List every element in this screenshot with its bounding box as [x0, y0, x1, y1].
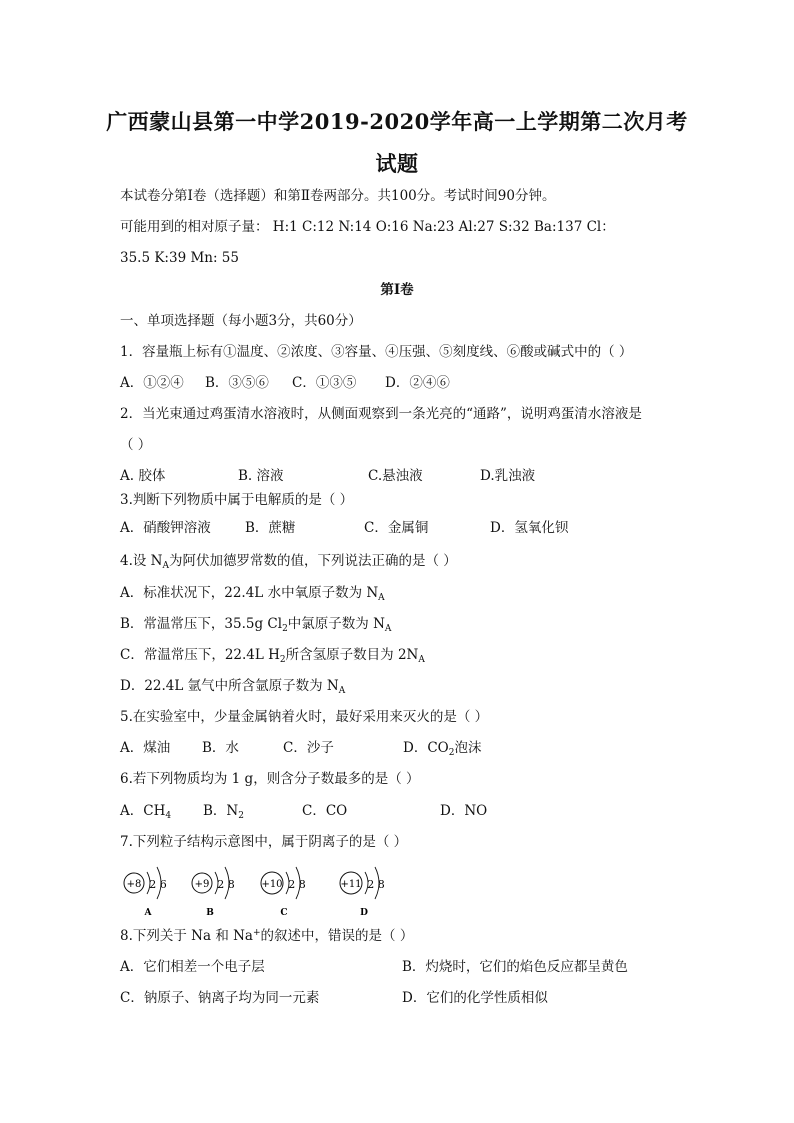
- label-b: B: [206, 908, 214, 918]
- intro-line2: 可能用到的相对原子量： H:1 C:12 N:14 O:16 Na:23 Al:27 S:32 Ba:137 Cl：: [120, 219, 615, 235]
- q3-stem: 3.判断下列物质中属于电解质的是（ ）: [120, 492, 354, 508]
- q2-option-b: B. 溶液: [238, 468, 284, 484]
- q2-option-c: C.悬浊液: [368, 468, 423, 484]
- q8-option-c: C．钠原子、钠离子均为同一元素: [120, 990, 320, 1006]
- q1-option-b: B．③⑤⑥: [205, 375, 269, 391]
- q3-option-a: A．硝酸钾溶液: [120, 520, 211, 536]
- q6-option-a: A．$CH_4$: [120, 803, 172, 821]
- q2-stem: 2．当光束通过鸡蛋清水溶液时，从侧面观察到一条光亮的“通路”，说明鸡蛋清水溶液是: [120, 406, 642, 422]
- q4-option-b: B．常温常压下，35.5g $Cl_2$中氯原子数为 $N_A$: [120, 616, 392, 634]
- label-a: A: [144, 908, 152, 918]
- q6-option-c: C．CO: [302, 803, 348, 819]
- q8-option-d: D．它们的化学性质相似: [402, 990, 548, 1006]
- q4-option-c: C．常温常压下，22.4L $H_2$所含氢原子数目为 $2N_A$: [120, 647, 425, 665]
- label-c: C: [280, 908, 288, 918]
- q4-option-d: D．22.4L 氩气中所含氩原子数为 $N_A$: [120, 678, 346, 696]
- q6-option-b: B．$N_2$: [203, 803, 244, 821]
- q5-option-a: A．煤油: [120, 740, 171, 756]
- q2-option-a: A. 胶体: [120, 468, 166, 484]
- q6-stem: 6.若下列物质均为 1 g，则含分子数最多的是（ ）: [120, 771, 420, 787]
- section-title: 第Ⅰ卷: [380, 282, 414, 298]
- nucleus-a: +8: [126, 879, 142, 890]
- q1-stem: 1．容量瓶上标有①温度、②浓度、③容量、④压强、⑤刻度线、⑥酸或碱式中的（ ）: [120, 344, 633, 360]
- atom-diagram-c: [259, 863, 339, 923]
- atom-diagram-d: [338, 863, 418, 923]
- q8-option-b: B．灼烧时，它们的焰色反应都呈黄色: [402, 959, 628, 975]
- q1-option-a: A．①②④: [120, 375, 184, 391]
- shells-c: 2 8: [288, 878, 306, 891]
- shells-b: 2 8: [217, 878, 235, 891]
- q3-option-d: D．氢氧化钡: [490, 520, 569, 536]
- atom-diagram-a: [120, 863, 200, 923]
- q8-stem: 8.下列关于 Na 和 Na+的叙述中，错误的是（ ）: [120, 928, 414, 944]
- q6-option-d: D．NO: [440, 803, 488, 819]
- nucleus-d: +11: [340, 879, 362, 890]
- q3-option-c: C．金属铜: [364, 520, 429, 536]
- q4-stem: 4.设 $N_A$为阿伏加德罗常数的值，下列说法正确的是（ ）: [120, 553, 457, 571]
- q8-option-a: A．它们相差一个电子层: [120, 959, 265, 975]
- exam-title-line2: 试题: [375, 151, 419, 176]
- shells-d: 2 8: [367, 878, 385, 891]
- q5-option-d: D．$CO_2$泡沫: [403, 740, 482, 758]
- q5-stem: 5.在实验室中，少量金属钠着火时，最好采用来灭火的是（ ）: [120, 709, 489, 725]
- q1-option-c: C．①③⑤: [292, 375, 357, 391]
- q2-option-d: D.乳浊液: [480, 468, 536, 484]
- q2-stem-paren: （ ）: [120, 437, 152, 453]
- nucleus-c: +10: [261, 879, 283, 890]
- intro-line3: 35.5 K:39 Mn: 55: [120, 250, 239, 266]
- q5-option-c: C．沙子: [283, 740, 334, 756]
- intro-line1: 本试卷分第Ⅰ卷（选择题）和第Ⅱ卷两部分。共100分。考试时间90分钟。: [120, 188, 556, 204]
- shells-a: 2 6: [149, 878, 167, 891]
- q7-stem: 7.下列粒子结构示意图中，属于阴离子的是（ ）: [120, 834, 408, 850]
- part-title: 一、单项选择题（每小题3分，共60分）: [120, 313, 362, 329]
- exam-title-line1: 广西蒙山县第一中学2019-2020学年高一上学期第二次月考: [106, 109, 688, 134]
- q3-option-b: B．蔗糖: [245, 520, 296, 536]
- label-d: D: [360, 908, 368, 918]
- atom-diagram-b: [190, 863, 270, 923]
- nucleus-b: +9: [194, 879, 210, 890]
- q1-option-d: D．②④⑥: [385, 375, 450, 391]
- q5-option-b: B．水: [202, 740, 239, 756]
- q4-option-a: A．标准状况下，22.4L 水中氧原子数为 $N_A$: [120, 585, 385, 603]
